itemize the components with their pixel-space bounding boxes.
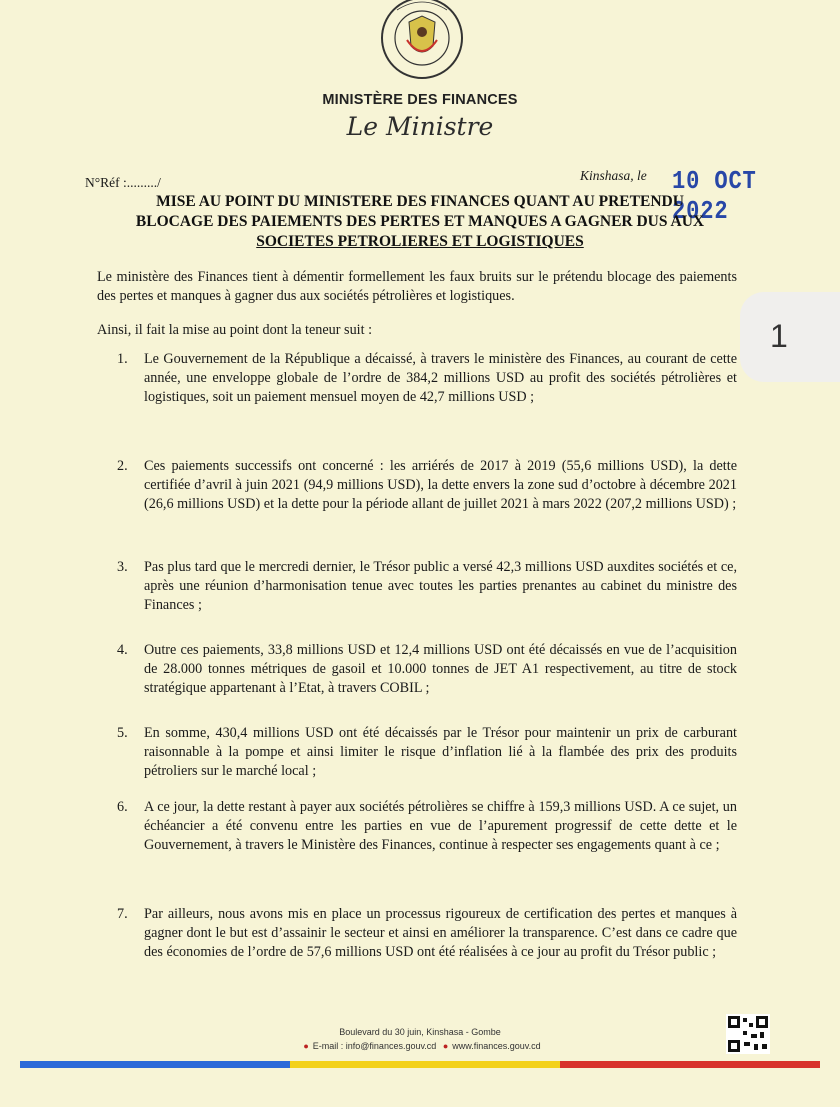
list-item-text: Ces paiements successifs ont concerné : les arriérés de 2017 à 2019 (55,6 millions USD), la dette certifiée d’avril à juin 2021 (94,9 millions USD), la dette envers la zone sud d’octobre à décembre 2021 (26,6 millions USD) et la dette pour la période allant de juillet 2021 à mars 2022 (207,2 millions USD) ;: [144, 458, 737, 512]
list-item-number: 7.: [117, 906, 128, 922]
list-item-number: 6.: [117, 799, 128, 815]
page-number: 1: [770, 318, 788, 354]
reference-number: N°Réf :........./: [85, 175, 161, 190]
place-label: Kinshasa, le: [580, 168, 647, 183]
list-item-number: 4.: [117, 642, 128, 658]
title-line-3: SOCIETES PETROLIERES ET LOGISTIQUES: [256, 233, 584, 250]
bullet-icon: ●: [442, 1041, 449, 1051]
qr-code-icon: [726, 1014, 770, 1054]
minister-subtitle: Le Ministre: [346, 112, 494, 141]
date-stamp: 10 OCT 2022: [672, 166, 757, 226]
flag-color-bar: [20, 1061, 820, 1068]
lead-sentence: Ainsi, il fait la mise au point dont la teneur suit :: [97, 322, 373, 338]
footer-email: E-mail : info@finances.gouv.cd: [312, 1041, 437, 1051]
document-title: [60, 192, 780, 252]
list-item-number: 5.: [117, 725, 128, 741]
flag-red-segment: [560, 1061, 820, 1068]
list-item-text: Par ailleurs, nous avons mis en place un processus rigoureux de certification des pertes et manques à gagner dont le but est d’assainir le secteur et ainsi en améliorer la transparence. C’est dans ce cadre que des économies de l’ordre de 57,6 millions USD ont été réalisées à ce jour au profit du Trésor public ;: [144, 906, 737, 960]
list-item-text: Outre ces paiements, 33,8 millions USD et 12,4 millions USD ont été décaissés en vue de l’acquisition de 28.000 tonnes métriques de gasoil et 10.000 tonnes de JET A1 respectivement, au titre de stock stratégique appartenant à l’Etat, à travers COBIL ;: [144, 642, 737, 696]
footer-website: www.finances.gouv.cd: [452, 1041, 541, 1051]
ministry-name: MINISTÈRE DES FINANCES: [322, 92, 518, 108]
title-line-1: MISE AU POINT DU MINISTERE DES FINANCES QUANT AU PRETENDU: [156, 193, 684, 210]
list-item-number: 1.: [117, 351, 128, 367]
page-indicator-tab[interactable]: [740, 292, 840, 382]
list-item-text: Le Gouvernement de la République a décaissé, à travers le ministère des Finances, au courant de cette année, une enveloppe globale de l’ordre de 384,2 millions USD au profit des sociétés pétrolières et logistiques, soit un paiement mensuel moyen de 42,7 millions USD ;: [144, 351, 737, 405]
flag-blue-segment: [20, 1061, 290, 1068]
bullet-icon: ●: [303, 1041, 309, 1051]
list-item-text: Pas plus tard que le mercredi dernier, le Trésor public a versé 42,3 millions USD auxdites sociétés et ce, après une réunion d’harmonisation tenue avec toutes les parties prenantes au cabinet du ministre des Finances ;: [144, 559, 737, 613]
title-line-2: BLOCAGE DES PAIEMENTS DES PERTES ET MANQUES A GAGNER DUS AUX: [135, 213, 705, 230]
government-seal-icon: [367, 0, 477, 88]
footer-contacts: [0, 1041, 840, 1051]
footer-address: Boulevard du 30 juin, Kinshasa - Gombe: [339, 1027, 501, 1037]
list-item-number: 3.: [117, 559, 128, 575]
intro-paragraph: Le ministère des Finances tient à démentir formellement les faux bruits sur le prétendu blocage des paiements des pertes et manques à gagner dus aux sociétés pétrolières et logistiques.: [97, 269, 737, 304]
list-item-number: 2.: [117, 458, 128, 474]
list-item-text: En somme, 430,4 millions USD ont été décaissés par le Trésor pour maintenir un prix de carburant raisonnable à la pompe et ainsi limiter le risque d’inflation lié à la flambée des prix des produits pétroliers sur le marché local ;: [144, 725, 737, 779]
flag-yellow-segment: [290, 1061, 560, 1068]
list-item-text: A ce jour, la dette restant à payer aux sociétés pétrolières se chiffre à 159,3 millions USD. A ce sujet, un échéancier a été convenu entre les parties en vue de l’apurement progressif de cette dette et le Gouvernement, à travers le Ministère des Finances, continue à respecter ses engagements quant à ce ;: [144, 799, 737, 853]
